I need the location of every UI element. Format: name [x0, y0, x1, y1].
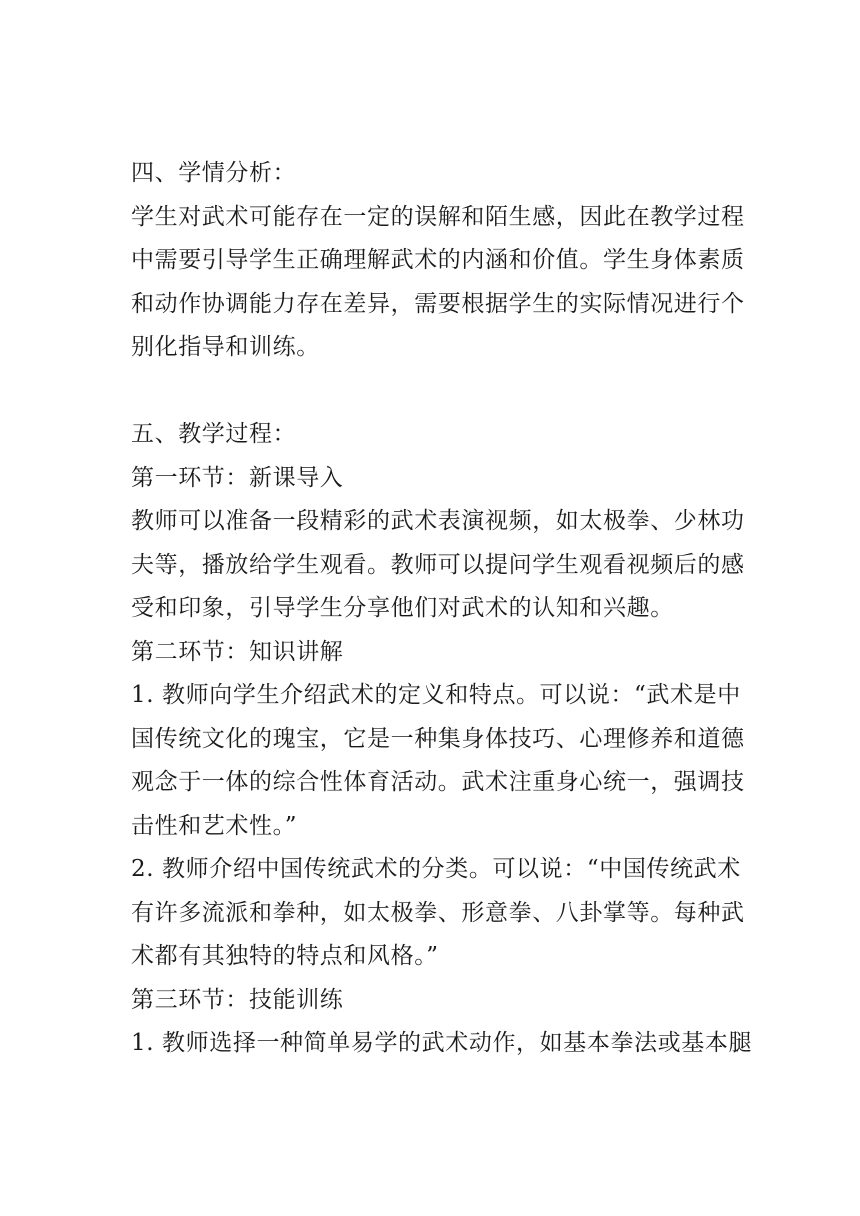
section-4-heading: 四、学情分析： — [131, 160, 297, 186]
part-2-item-1-line-4: 击性和艺术性。” — [131, 812, 298, 839]
part-1-text-line-3: 受和印象，引导学生分享他们对武术的认知和兴趣。 — [131, 595, 674, 621]
part-1-text-line-2: 夫等，播放给学生观看。教师可以提问学生观看视频后的感 — [131, 551, 745, 578]
section-4-text-line-1: 学生对武术可能存在一定的误解和陌生感，因此在教学过程 — [131, 203, 745, 230]
part-3-item-1-line-1: 1. 教师选择一种简单易学的武术动作，如基本拳法或基本腿 — [131, 1030, 753, 1056]
section-5-heading: 五、教学过程： — [131, 421, 297, 447]
document-page — [131, 152, 753, 1066]
part-2-title: 第二环节：知识讲解 — [131, 638, 344, 665]
section-spacer — [131, 370, 731, 414]
part-2-item-1-line-1: 1. 教师向学生介绍武术的定义和特点。可以说：“武术是中 — [131, 682, 741, 708]
section-4-text-line-4: 别化指导和训练。 — [131, 334, 320, 360]
section-4-text-line-2: 中需要引导学生正确理解武术的内涵和价值。学生身体素质 — [131, 247, 745, 273]
part-2-item-2-line-1: 2. 教师介绍中国传统武术的分类。可以说：“中国传统武术 — [131, 856, 741, 882]
section-4-text-line-3: 和动作协调能力存在差异，需要根据学生的实际情况进行个 — [131, 290, 745, 317]
part-2-item-1-line-2: 国传统文化的瑰宝，它是一种集身体技巧、心理修养和道德 — [131, 725, 745, 752]
part-1-title: 第一环节：新课导入 — [131, 464, 344, 491]
part-2-item-2-line-3: 术都有其独特的特点和风格。” — [131, 943, 439, 969]
part-1-text-line-1: 教师可以准备一段精彩的武术表演视频，如太极拳、少林功 — [131, 508, 745, 534]
part-2-item-1-line-3: 观念于一体的综合性体育活动。武术注重身心统一，强调技 — [131, 769, 745, 795]
part-2-item-2-line-2: 有许多流派和拳种，如太极拳、形意拳、八卦掌等。每种武 — [131, 899, 745, 926]
part-3-title: 第三环节：技能训练 — [131, 986, 344, 1013]
